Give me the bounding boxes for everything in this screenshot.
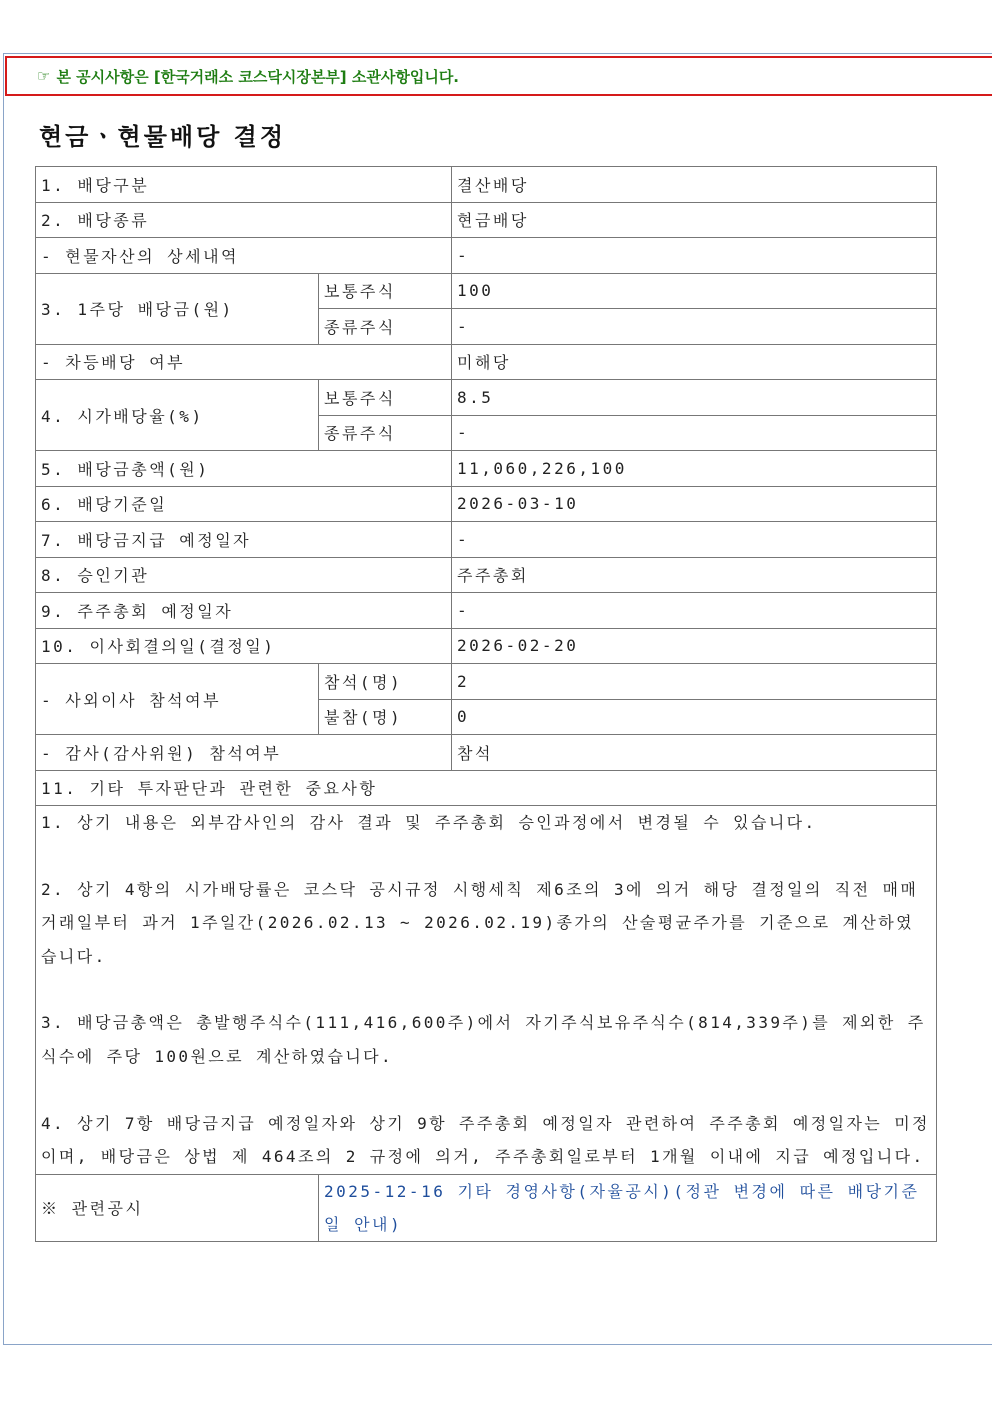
memo-paragraph: 4. 상기 7항 배당금지급 예정일자와 상기 9항 주주총회 예정일자 관련하여 주주총회 예정일자는 미정이며, 배당금은 상법 제 464조의 2 규정에 의거, 주주총회일로부터 1개월 이내에 지급 예정입니다. [41,1113,930,1167]
row-value: 참석 [452,735,937,771]
row-sublabel: 종류주식 [319,309,452,345]
row-value: 2026-03-10 [452,486,937,522]
row-value: 100 [452,273,937,309]
table-row [36,664,937,700]
table-row [36,344,937,380]
memo-cell [36,806,937,1175]
notice-banner [5,56,992,96]
table-row [36,273,937,309]
table-row [36,167,937,203]
table-row [36,238,937,274]
related-label: ※ 관련공시 [36,1174,319,1241]
table-row [36,806,937,1175]
row-value: - [452,238,937,274]
row-value: 2 [452,664,937,700]
row-label: - 감사(감사위원) 참석여부 [36,735,452,771]
row-sublabel: 보통주식 [319,380,452,416]
memo-paragraph: 1. 상기 내용은 외부감사인의 감사 결과 및 주주총회 승인과정에서 변경될 수 있습니다. [41,813,817,832]
row-value: 현금배당 [452,202,937,238]
table-row [36,451,937,487]
pointing-hand-icon: ☞ [37,67,51,85]
row-value: 2026-02-20 [452,628,937,664]
row-label: 6. 배당기준일 [36,486,452,522]
table-row [36,735,937,771]
row-label: 7. 배당금지급 예정일자 [36,522,452,558]
row-label: 1. 배당구분 [36,167,452,203]
related-disclosure-link[interactable]: 2025-12-16 기타 경영사항(자율공시)(정관 변경에 따른 배당기준일 안내) [319,1174,937,1241]
notice-text: 본 공시사항은 [한국거래소 코스닥시장본부] 소관사항입니다. [56,67,460,86]
row-label: 9. 주주총회 예정일자 [36,593,452,629]
row-value: 11,060,226,100 [452,451,937,487]
page-title: 현금ㆍ현물배당 결정 [39,123,287,151]
table-row [36,486,937,522]
table-row [36,380,937,416]
row-value: - [452,522,937,558]
table-row [36,557,937,593]
row-value: - [452,415,937,451]
row-value: 주주총회 [452,557,937,593]
row-label: 3. 1주당 배당금(원) [36,273,319,344]
table-row [36,593,937,629]
row-sublabel: 불참(명) [319,699,452,735]
row-sublabel: 보통주식 [319,273,452,309]
table-row [36,522,937,558]
row-value: 미해당 [452,344,937,380]
row-label: 4. 시가배당율(%) [36,380,319,451]
row-value: 0 [452,699,937,735]
row-label: 8. 승인기관 [36,557,452,593]
memo-paragraph: 3. 배당금총액은 총발행주식수(111,416,600주)에서 자기주식보유주식수(814,339주)를 제외한 주식수에 주당 100원으로 계산하였습니다. [41,1013,926,1066]
memo-paragraph: 2. 상기 4항의 시가배당률은 코스닥 공시규정 시행세칙 제6조의 3에 의거 해당 결정일의 직전 매매거래일부터 과거 1주일간(2026.02.13 ~ 2026.02.19)종가의 산술평균주가를 기준으로 계산하였습니다. [41,879,919,966]
dividend-table [35,166,937,1242]
row-label: 2. 배당종류 [36,202,452,238]
row-value: - [452,593,937,629]
row-label: 5. 배당금총액(원) [36,451,452,487]
row-value: - [452,309,937,345]
table-row [36,202,937,238]
table-row [36,770,937,806]
row-label: - 차등배당 여부 [36,344,452,380]
row-label: 11. 기타 투자판단과 관련한 중요사항 [36,770,937,806]
row-sublabel: 종류주식 [319,415,452,451]
row-label: - 현물자산의 상세내역 [36,238,452,274]
row-value: 결산배당 [452,167,937,203]
row-value: 8.5 [452,380,937,416]
row-label: 10. 이사회결의일(결정일) [36,628,452,664]
table-row [36,1174,937,1241]
table-row [36,628,937,664]
row-label: - 사외이사 참석여부 [36,664,319,735]
row-sublabel: 참석(명) [319,664,452,700]
